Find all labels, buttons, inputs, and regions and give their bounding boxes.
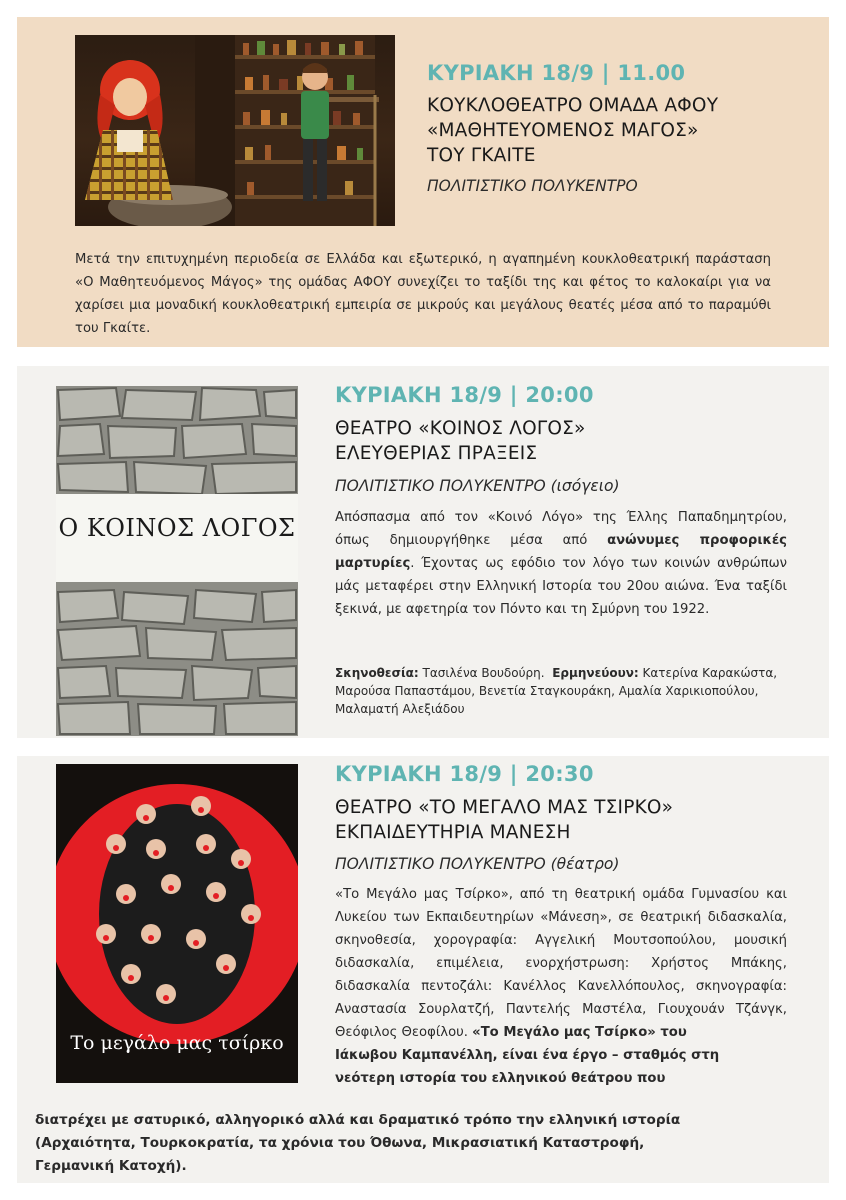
event-title-line: ΤΟΥ ΓΚΑΙΤΕ (427, 145, 536, 166)
event-title-line: ΕΛΕΥΘΕΡΙΑΣ ΠΡΑΞΕΙΣ (335, 443, 538, 464)
description-emphasis: διατρέχει με σατυρικό, αλληγορικό αλλά και δραματικό τρόπο την ελληνική ιστορία (35, 1112, 681, 1128)
event-description: Μετά την επιτυχημένη περιοδεία σε Ελλάδα και εξωτερικό, η αγαπημένη κουκλοθεατρική παράσταση «Ο Μαθητευόμενος Μάγος» της ομάδας ΑΦΟΥ συνεχίζει το ταξίδι της και φέτος το καλοκαίρι για να χαρίσει μια μοναδική κουκλοθεατρική εμπειρία σε μικρούς και μεγάλους θεατές μέσα από το παραμύθι του Γκαίτε. (75, 252, 771, 336)
event-description (335, 883, 787, 1090)
event-venue: ΠΟΛΙΤΙΣΤΙΚΟ ΠΟΛΥΚΕΝΤΡΟ (ισόγειο) (335, 477, 620, 495)
event-venue: ΠΟΛΙΤΙΣΤΙΚΟ ΠΟΛΥΚΕΝΤΡΟ (427, 177, 638, 195)
description-emphasis: Γερμανική Κατοχή). (35, 1158, 187, 1174)
description-emphasis-line (35, 1132, 805, 1155)
event-title-line: ΘΕΑΤΡΟ «ΤΟ ΜΕΓΑΛΟ ΜΑΣ ΤΣΙΡΚΟ» (335, 797, 674, 818)
description-text: . Έχοντας ως εφόδιο τον λόγο των κοινών ανθρώπων μάς μεταφέρει στην Ελληνική Ιστορία του 20ου αιώνα. Ένα ταξίδι ξεκινά, με αφετηρία τον Πόντο και τη Σμύρνη του 1922. (335, 556, 787, 617)
description-emphasis: «Το Μεγάλο μας Τσίρκο» του (472, 1025, 687, 1040)
cast-label: Ερμηνεύουν: (552, 666, 639, 680)
description-emphasis: Ιάκωβου Καμπανέλλη, είναι ένα έργο – σταθμός στη (335, 1048, 720, 1063)
event-title (335, 416, 586, 466)
circus-poster (56, 764, 298, 1083)
description-emphasis: ανώνυμες προφορικές μαρτυρίες (335, 533, 787, 571)
stone-wall-illustration (56, 386, 298, 736)
event-card-puppet-theatre (17, 17, 829, 347)
description-emphasis: νεότερη ιστορία του ελληνικού θεάτρου που (335, 1071, 666, 1086)
direction-label: Σκηνοθεσία: (335, 666, 419, 680)
event-description (335, 506, 787, 621)
koinos-logos-poster (56, 386, 298, 736)
direction-value: Τασιλένα Βουδούρη. (418, 666, 545, 680)
description-emphasis-line (35, 1109, 805, 1132)
description-text: Απόσπασμα από τον «Κοινό Λόγο» της Έλλης Παπαδημητρίου, όπως δημιουργήθηκε μέσα από (335, 510, 787, 548)
event-title-line: ΘΕΑΤΡΟ «ΚΟΙΝΟΣ ΛΟΓΟΣ» (335, 418, 586, 439)
cast-value: Κατερίνα Καρακώστα, Μαρούσα Παπαστάμου, Βενετία Σταγκουράκη, Αμαλία Χαρικιοπούλου, Μαλαματή Αλεξιάδου (335, 666, 778, 716)
event-card-koinos-logos (17, 366, 829, 738)
description-emphasis-line (335, 1044, 787, 1067)
poster-title: Ο ΚΟΙΝΟΣ ΛΟΓΟΣ (58, 514, 296, 542)
description-emphasis: (Αρχαιότητα, Τουρκοκρατία, τα χρόνια του Όθωνα, Μικρασιατική Καταστροφή, (35, 1135, 645, 1151)
event-title-line: «ΜΑΘΗΤΕΥΟΜΕΝΟΣ ΜΑΓΟΣ» (427, 120, 699, 141)
event-credits (335, 664, 787, 718)
puppet-show-photo (75, 35, 395, 226)
event-venue: ΠΟΛΙΤΙΣΤΙΚΟ ΠΟΛΥΚΕΝΤΡΟ (θέατρο) (335, 855, 620, 873)
description-text: «Το Μεγάλο μας Τσίρκο», από τη θεατρική ομάδα Γυμνασίου και Λυκείου των Εκπαιδευτηρίων «Μάνεση», σε θεατρική διδασκαλία, σκηνοθεσία, χορογραφία: Αγγελική Μουτσοπούλου, μουσική διδασκαλία, επιμέλεια, ενορχήστρωση: Χρήστος Μπάκης, διδασκαλία πεντοζάλι: Κανέλλος Κανελλόπουλος, σκηνογραφία: Αναστασία Σουρλατζή, Παντελής Μαστέλα, Γιουχουάν Τζάνγκ, Θεόφιλος Θεοφίλου. (335, 887, 787, 1040)
event-title (335, 795, 673, 845)
event-title-line: ΕΚΠΑΙΔΕΥΤΗΡΙΑ ΜΑΝΕΣΗ (335, 822, 571, 843)
description-emphasis-line (335, 1067, 787, 1090)
puppet-scene-illustration (75, 35, 395, 226)
event-title (427, 93, 718, 168)
event-date-time: ΚΥΡΙΑΚΗ 18/9 | 20:30 (335, 762, 594, 786)
poster-title: Το μεγάλο μας τσίρκο (70, 1032, 284, 1054)
event-title-line: ΚΟΥΚΛΟΘΕΑΤΡΟ ΟΜΑΔΑ ΑΦΟΥ (427, 95, 719, 116)
event-card-circus (17, 756, 829, 1183)
event-date-time: ΚΥΡΙΑΚΗ 18/9 | 20:00 (335, 383, 594, 407)
event-description-continued (35, 1109, 805, 1178)
description-emphasis-line (35, 1155, 805, 1178)
event-date-time: ΚΥΡΙΑΚΗ 18/9 | 11.00 (427, 61, 686, 85)
